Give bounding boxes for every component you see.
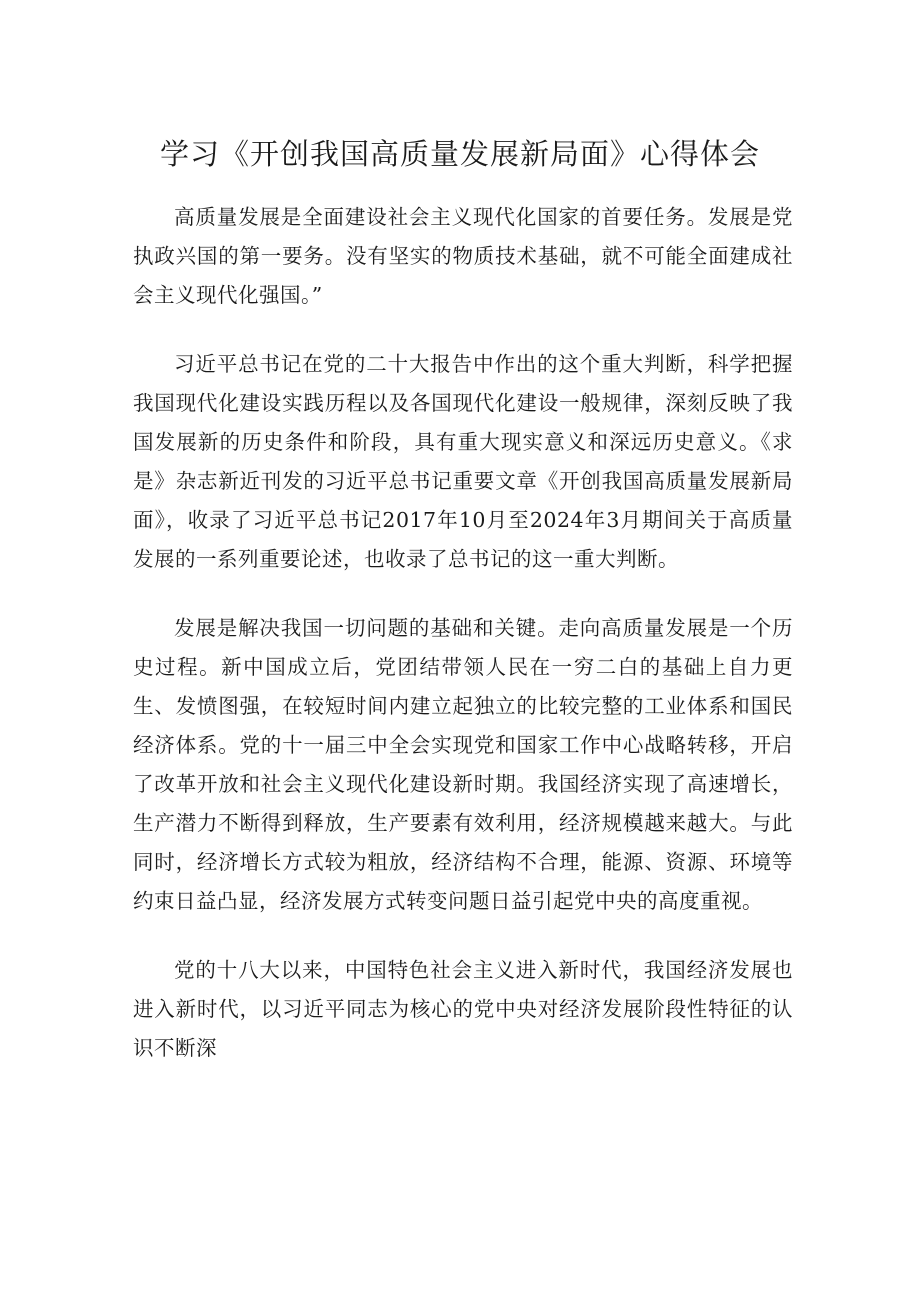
paragraph-1: 高质量发展是全面建设社会主义现代化国家的首要任务。发展是党执政兴国的第一要务。没有坚实的物质技术基础，就不可能全面建成社会主义现代化强国。”	[133, 205, 793, 307]
document-body	[133, 198, 793, 1098]
paragraph-3: 发展是解决我国一切问题的基础和关键。走向高质量发展是一个历史过程。新中国成立后，党团结带领人民在一穷二白的基础上自力更生、发愤图强，在较短时间内建立起独立的比较完整的工业体系和国民经济体系。党的十一届三中全会实现党和国家工作中心战略转移，开启了改革开放和社会主义现代化建设新时期。我国经济实现了高速增长，生产潜力不断得到释放，生产要素有效利用，经济规模越来越大。与此同时，经济增长方式较为粗放，经济结构不合理，能源、资源、环境等约束日益凸显，经济发展方式转变问题日益引起党中央的高度重视。	[133, 616, 793, 913]
paragraph-4: 党的十八大以来，中国特色社会主义进入新时代，我国经济发展也进入新时代，以习近平同志为核心的党中央对经济发展阶段性特征的认识不断深	[133, 958, 793, 1060]
paragraph-2: 习近平总书记在党的二十大报告中作出的这个重大判断，科学把握我国现代化建设实践历程以及各国现代化建设一般规律，深刻反映了我国发展新的历史条件和阶段，具有重大现实意义和深远历史意义。《求是》杂志新近刊发的习近平总书记重要文章《开创我国高质量发展新局面》，收录了习近平总书记2017年10月至2024年3月期间关于高质量发展的一系列重要论述，也收录了总书记的这一重大判断。	[133, 352, 793, 571]
document-title: 学习《开创我国高质量发展新局面》心得体会	[159, 137, 760, 171]
